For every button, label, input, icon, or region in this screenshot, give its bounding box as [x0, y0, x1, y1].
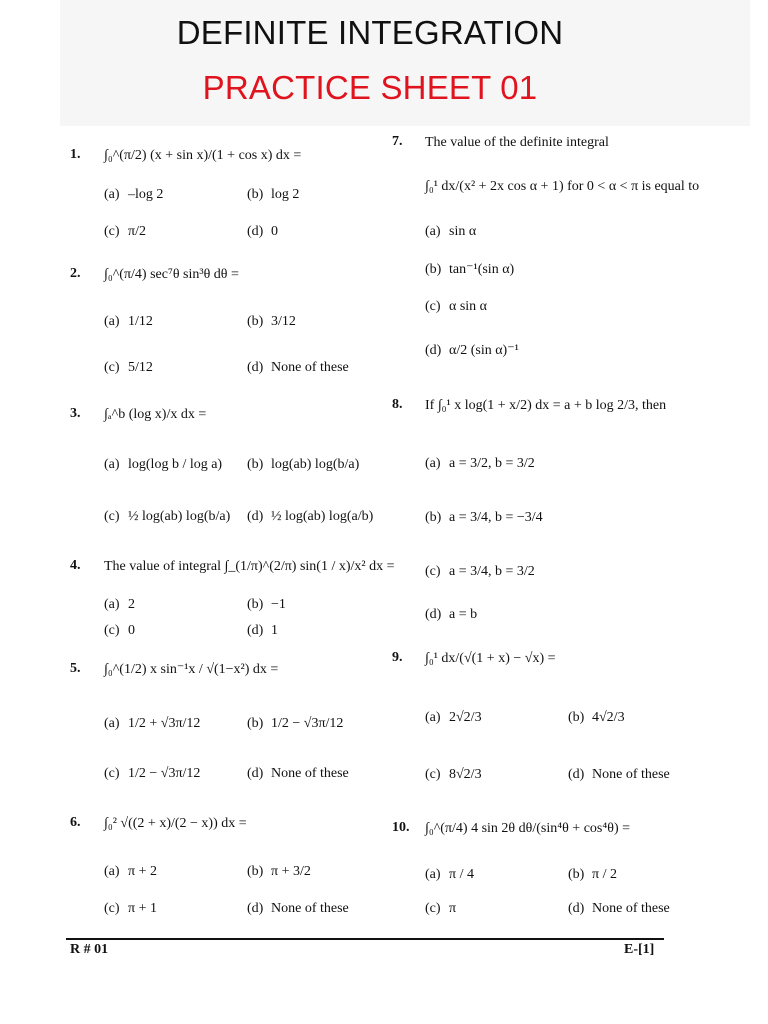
- question-text-continued: ∫₀¹ dx/(x² + 2x cos α + 1) for 0 < α < π is equal to: [425, 179, 700, 194]
- question-number: 6.: [70, 815, 81, 830]
- option-text: π / 2: [592, 867, 617, 882]
- option-text: 3/12: [271, 314, 296, 329]
- option-text: None of these: [271, 901, 349, 916]
- option-text: 1/2 + √3π/12: [128, 716, 201, 731]
- option-text: α sin α: [449, 299, 488, 314]
- option-label: (d): [247, 224, 264, 239]
- option-label: (d): [425, 343, 442, 358]
- option-text: a = b: [449, 607, 478, 622]
- option-label: (d): [568, 767, 585, 782]
- option-label: (a): [104, 864, 120, 879]
- option-label: (c): [104, 360, 120, 375]
- option-label: (c): [425, 901, 441, 916]
- option-label: (c): [104, 766, 120, 781]
- option-text: π + 2: [128, 864, 157, 879]
- question-number: 7.: [392, 134, 403, 149]
- footer-right: E-[1]: [624, 942, 655, 957]
- option-label: (c): [425, 767, 441, 782]
- option-label: (b): [425, 510, 442, 525]
- option-label: (d): [425, 607, 442, 622]
- option-label: (a): [104, 716, 120, 731]
- option-text: a = 3/4, b = −3/4: [449, 510, 543, 525]
- option-text: π: [449, 901, 457, 916]
- option-text: a = 3/2, b = 3/2: [449, 456, 535, 471]
- option-text: 1/2 − √3π/12: [271, 716, 344, 731]
- question-text: ∫ₐ^b (log x)/x dx =: [104, 407, 207, 422]
- option-label: (b): [425, 262, 442, 277]
- option-text: None of these: [592, 767, 670, 782]
- option-text: π/2: [128, 224, 146, 239]
- question-text: If ∫₀¹ x log(1 + x/2) dx = a + b log 2/3, then: [425, 398, 667, 413]
- option-text: None of these: [271, 766, 349, 781]
- option-label: (a): [104, 457, 120, 472]
- question-number: 10.: [392, 820, 410, 835]
- option-label: (b): [247, 187, 264, 202]
- option-text: log 2: [271, 187, 300, 202]
- option-label: (a): [425, 456, 441, 471]
- option-label: (d): [247, 901, 264, 916]
- question-text: ∫₀^(π/4) sec⁷θ sin³θ dθ =: [104, 267, 239, 282]
- option-text: –log 2: [128, 187, 164, 202]
- page-subtitle: PRACTICE SHEET 01: [202, 69, 538, 106]
- question-text: ∫₀^(π/2) (x + sin x)/(1 + cos x) dx =: [104, 148, 302, 163]
- option-text: 1: [271, 623, 278, 638]
- question-number: 8.: [392, 397, 403, 412]
- option-text: π + 3/2: [271, 864, 311, 879]
- option-text: log(ab) log(b/a): [271, 457, 360, 472]
- question-text: ∫₀¹ dx/(√(1 + x) − √x) =: [425, 651, 556, 666]
- option-label: (d): [247, 360, 264, 375]
- question-text: ∫₀² √((2 + x)/(2 − x)) dx =: [104, 816, 247, 831]
- option-text: 1/12: [128, 314, 153, 329]
- question-text: The value of integral ∫_(1/π)^(2/π) sin(1 / x)/x² dx =: [104, 559, 395, 574]
- option-label: (c): [104, 901, 120, 916]
- option-text: 2√2/3: [449, 710, 482, 725]
- footer-left: R # 01: [70, 942, 109, 957]
- option-text: 0: [271, 224, 278, 239]
- option-label: (d): [247, 623, 264, 638]
- option-label: (c): [104, 623, 120, 638]
- option-label: (a): [104, 597, 120, 612]
- option-text: tan⁻¹(sin α): [449, 262, 515, 277]
- footer-rule: [66, 938, 664, 940]
- option-label: (d): [247, 509, 264, 524]
- option-text: None of these: [271, 360, 349, 375]
- question-text: ∫₀^(π/4) 4 sin 2θ dθ/(sin⁴θ + cos⁴θ) =: [425, 821, 630, 836]
- option-text: 5/12: [128, 360, 153, 375]
- option-text: a = 3/4, b = 3/2: [449, 564, 535, 579]
- option-text: 8√2/3: [449, 767, 482, 782]
- option-text: None of these: [592, 901, 670, 916]
- option-text: π + 1: [128, 901, 157, 916]
- option-label: (a): [104, 187, 120, 202]
- option-text: ½ log(ab) log(a/b): [271, 509, 374, 524]
- option-label: (c): [425, 564, 441, 579]
- option-label: (b): [247, 864, 264, 879]
- option-label: (c): [425, 299, 441, 314]
- question-number: 5.: [70, 661, 81, 676]
- option-label: (b): [568, 867, 585, 882]
- question-text: The value of the definite integral: [425, 135, 609, 150]
- question-number: 3.: [70, 406, 81, 421]
- option-label: (b): [247, 716, 264, 731]
- option-label: (b): [247, 314, 264, 329]
- option-label: (c): [104, 224, 120, 239]
- option-text: −1: [271, 597, 286, 612]
- option-text: log(log b / log a): [128, 457, 223, 472]
- question-number: 2.: [70, 266, 81, 281]
- option-text: ½ log(ab) log(b/a): [128, 509, 231, 524]
- option-text: 1/2 − √3π/12: [128, 766, 201, 781]
- question-number: 4.: [70, 558, 81, 573]
- option-label: (a): [425, 224, 441, 239]
- page-title: DEFINITE INTEGRATION: [176, 14, 564, 51]
- option-text: 4√2/3: [592, 710, 625, 725]
- question-text: ∫₀^(1/2) x sin⁻¹x / √(1−x²) dx =: [104, 662, 279, 677]
- option-text: 0: [128, 623, 135, 638]
- option-text: α/2 (sin α)⁻¹: [449, 343, 519, 358]
- question-number: 9.: [392, 650, 403, 665]
- option-label: (c): [104, 509, 120, 524]
- option-label: (d): [247, 766, 264, 781]
- option-label: (a): [104, 314, 120, 329]
- option-text: 2: [128, 597, 135, 612]
- option-label: (b): [568, 710, 585, 725]
- option-label: (d): [568, 901, 585, 916]
- option-label: (a): [425, 710, 441, 725]
- option-label: (b): [247, 457, 264, 472]
- option-text: π / 4: [449, 867, 474, 882]
- option-label: (a): [425, 867, 441, 882]
- question-number: 1.: [70, 147, 81, 162]
- option-label: (b): [247, 597, 264, 612]
- option-text: sin α: [449, 224, 477, 239]
